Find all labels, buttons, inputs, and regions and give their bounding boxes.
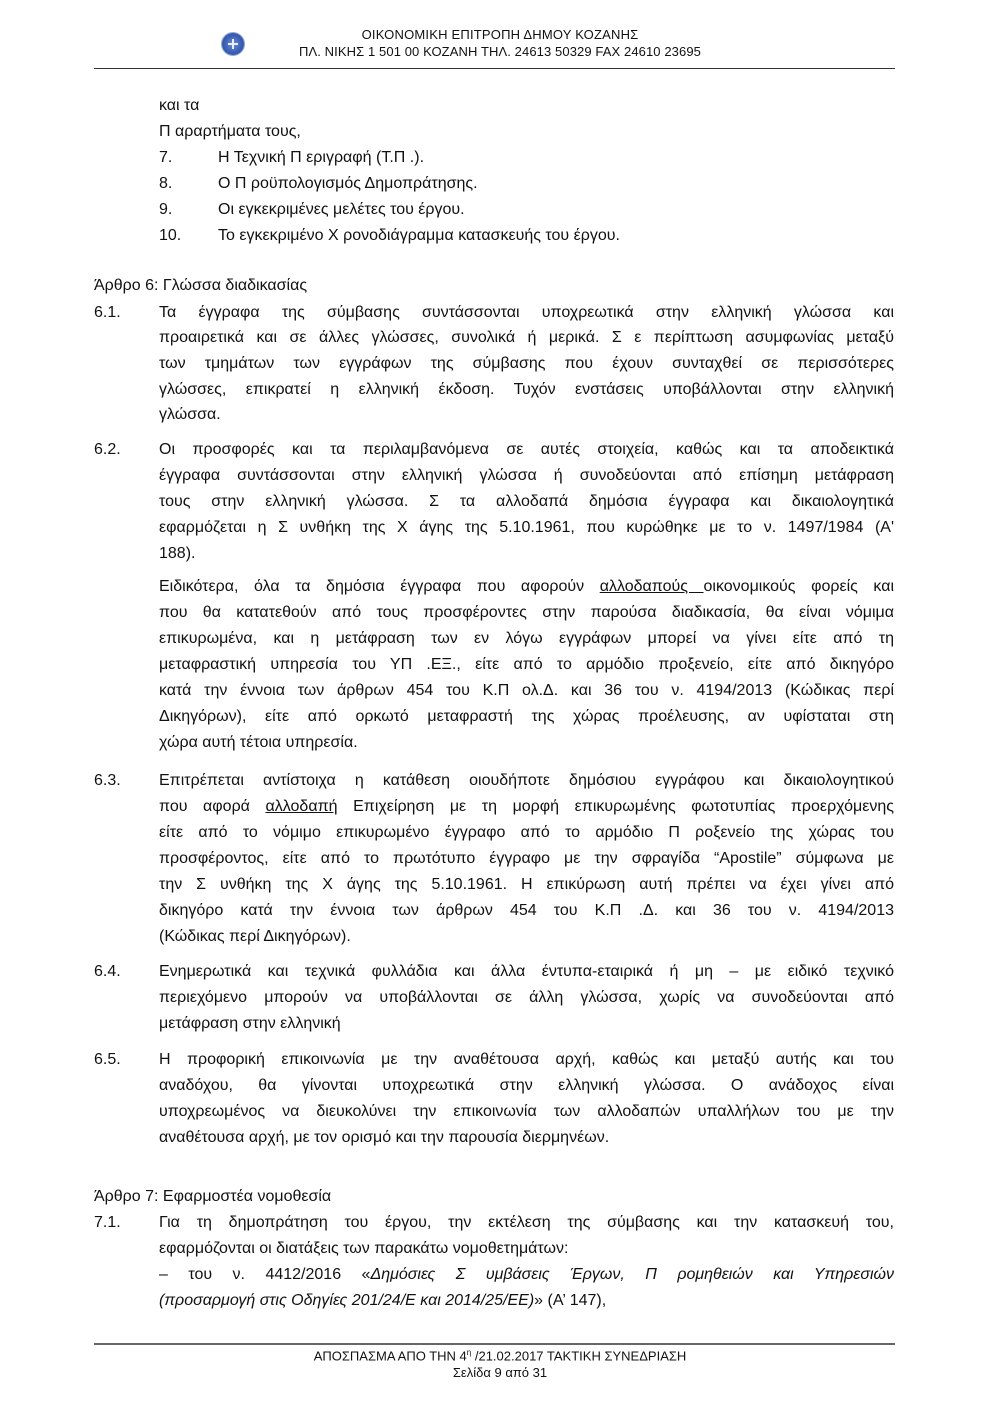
paragraph-line: μεταφραστική υπηρεσία του ΥΠ .ΕΞ., είτε από το αρμόδιο προξενείο, είτε από δικηγόρο <box>159 656 894 673</box>
list-item: Το εγκεκριμένο Χ ρονοδιάγραμμα κατασκευής του έργου. <box>218 227 620 244</box>
paragraph-line: εφαρμόζεται η Σ υνθήκη της Χ άγης της 5.10.1961, που κυρώθηκε με το ν. 1497/1984 (Α' <box>159 519 894 536</box>
paragraph-line: Ειδικότερα, όλα τα δημόσια έγγραφα που αφορούν αλλοδαπούς οικονομικούς φορείς και <box>159 578 895 595</box>
paragraph-line: προαιρετικά και σε άλλες γλώσσες, συνολικά ή μερικά. Σ ε περίπτωση ασυμφωνίας μεταξύ <box>159 329 894 346</box>
list-item: Οι εγκεκριμένες μελέτες του έργου. <box>218 201 465 218</box>
paragraph-line: των τμημάτων των εγγράφων της σύμβασης που έχουν συνταχθεί σε περισσότερες <box>159 355 894 372</box>
paragraph-number: 6.1. <box>94 304 121 321</box>
paragraph-number: 6.5. <box>94 1051 121 1068</box>
paragraph-line: είτε από το νόμιμο επικυρωμένο έγγραφο από το αρμόδιο Π ροξενείο της χώρας του <box>159 824 894 841</box>
paragraph-number: 7.1. <box>94 1214 121 1231</box>
paragraph-number: 6.2. <box>94 441 121 458</box>
paragraph-line: επικυρωμένα, και η μετάφραση των εν λόγω εγγράφων μπορεί να γίνει είτε από τη <box>159 630 894 647</box>
paragraph-line: τους στην ελληνική γλώσσα. Σ τα αλλοδαπά δημόσια έγγραφα και δικαιολογητικά <box>159 493 894 510</box>
paragraph-line: περιεχόμενο μπορούν να υποβάλλονται σε άλλη γλώσσα, χωρίς να συνοδεύονται από <box>159 989 894 1006</box>
underlined-term: αλλοδαπή <box>265 798 338 815</box>
paragraph-line: την Σ υνθήκη της Χ άγης της 5.10.1961. Η επικύρωση αυτή πρέπει να έχει γίνει από <box>159 876 894 893</box>
paragraph-line: χώρα αυτή τέτοια υπηρεσία. <box>159 734 358 751</box>
footer-divider <box>94 1343 895 1345</box>
paragraph-number: 6.3. <box>94 772 121 789</box>
law-citation-line: (προσαρμογή στις Οδηγίες 201/24/Ε και 2014/25/ΕΕ)» (Α’ 147), <box>159 1292 607 1309</box>
header-organization: ΟΙΚΟΝΟΜΙΚΗ ΕΠΙΤΡΟΠΗ ΔΗΜΟΥ ΚΟΖΑΝΗΣ <box>361 27 639 42</box>
paragraph-line: Για τη δημοπράτηση του έργου, την εκτέλεση της σύμβασης και την κατασκευή του, <box>159 1214 894 1231</box>
paragraph-line: Ενημερωτικά και τεχνικά φυλλάδια και άλλα έντυπα-εταιρικά ή μη – με ειδικό τεχνικό <box>159 963 894 980</box>
text-line: Π αραρτήματα τους, <box>159 123 301 140</box>
paragraph-line: γλώσσες, επικρατεί η ελληνική έκδοση. Τυχόν ενστάσεις υποβάλλονται στην ελληνική <box>159 381 894 398</box>
paragraph-line: που αφορά αλλοδαπή Επιχείρηση με τη μορφή επικυρωμένης φωτοτυπίας προερχόμενης <box>159 798 894 815</box>
paragraph-line: αναδόχου, θα γίνονται υποχρεωτικά στην ελληνική γλώσσα. Ο ανάδοχος είναι <box>159 1077 894 1094</box>
paragraph-line: έγγραφα συντάσσονται στην ελληνική γλώσσα ή συνοδεύονται από επίσημη μετάφραση <box>159 467 894 484</box>
list-item-number: 9. <box>159 201 173 218</box>
paragraph-line: προσφέροντος, είτε από το πρωτότυπο έγγραφο με την σφραγίδα “Apostile” σύμφωνα με <box>159 850 894 867</box>
greek-coat-of-arms-icon <box>222 33 244 55</box>
paragraph-line: Δικηγόρων), είτε από ορκωτό μεταφραστή της χώρας προέλευσης, αν υφίσταται στη <box>159 708 894 725</box>
law-title: Δημόσιες Σ υμβάσεις Έργων, Π ρομηθειών και Υπηρεσιών <box>370 1266 895 1283</box>
list-item-number: 7. <box>159 149 173 166</box>
underlined-term: αλλοδαπούς <box>599 578 704 595</box>
paragraph-line: 188). <box>159 545 196 562</box>
paragraph-number: 6.4. <box>94 963 121 980</box>
paragraph-line: υποχρεωμένος να διευκολύνει την επικοινωνία των αλλοδαπών υπαλλήλων του με την <box>159 1103 894 1120</box>
law-subtitle: (προσαρμογή στις Οδηγίες 201/24/Ε και 2014/25/ΕΕ) <box>159 1292 535 1309</box>
paragraph-line: που θα κατατεθούν από τους προσφέροντες στην παρούσα διαδικασία, θα είναι νόμιμα <box>159 604 894 621</box>
list-item-number: 8. <box>159 175 173 192</box>
article-6-heading: Άρθρο 6: Γλώσσα διαδικασίας <box>94 277 308 294</box>
list-item: Η Τεχνική Π εριγραφή (Τ.Π .). <box>218 149 425 166</box>
paragraph-line: εφαρμόζονται οι διατάξεις των παρακάτω νομοθετημάτων: <box>159 1240 569 1257</box>
paragraph-line: Τα έγγραφα της σύμβασης συντάσσονται υποχρεωτικά στην ελληνική γλώσσα και <box>159 304 894 321</box>
text-line: και τα <box>159 97 200 114</box>
article-7-heading: Άρθρο 7: Εφαρμοστέα νομοθεσία <box>94 1188 332 1205</box>
list-item: Ο Π ροϋπολογισμός Δημοπράτησης. <box>218 175 478 192</box>
header-address: ΠΛ. ΝΙΚΗΣ 1 501 00 ΚΟΖΑΝΗ ΤΗΛ. 24613 50329 FAX 24610 23695 <box>298 44 701 59</box>
paragraph-line: δικηγόρο κατά την έννοια των άρθρων 454 του Κ.Π .Δ. και 36 του ν. 4194/2013 <box>159 902 894 919</box>
paragraph-line: Η προφορική επικοινωνία με την αναθέτουσα αρχή, καθώς και μεταξύ αυτής και του <box>159 1051 894 1068</box>
paragraph-line: μετάφραση στην ελληνική <box>159 1015 341 1032</box>
paragraph-line: κατά την έννοια των άρθρων 454 του Κ.Π ολ.Δ. και 36 του ν. 4194/2013 (Κώδικας περί <box>159 682 894 699</box>
law-citation-line: – του ν. 4412/2016 «Δημόσιες Σ υμβάσεις Έργων, Π ρομηθειών και Υπηρεσιών <box>159 1266 895 1283</box>
paragraph-line: Οι προσφορές και τα περιλαμβανόμενα σε αυτές στοιχεία, καθώς και τα αποδεικτικά <box>159 441 894 458</box>
paragraph-line: (Κώδικας περί Δικηγόρων). <box>159 928 351 945</box>
paragraph-line: αναθέτουσα αρχή, με τον ορισμό και την παρουσία διερμηνέων. <box>159 1129 610 1146</box>
paragraph-line: γλώσσα. <box>159 406 221 423</box>
list-item-number: 10. <box>159 227 182 244</box>
header-divider <box>94 68 895 69</box>
page-header <box>0 0 1000 70</box>
page-number: Σελίδα 9 από 31 <box>452 1365 548 1380</box>
footer-session-info: ΑΠΟΣΠΑΣΜΑ ΑΠΟ ΤΗΝ $4^\eta$ /21.02.2017 ΤΑΚΤΙΚΗ ΣΥΝΕΔΡΙΑΣΗ <box>313 1348 687 1364</box>
paragraph-line: Επιτρέπεται αντίστοιχα η κατάθεση οιουδήποτε δημόσιου εγγράφου και δικαιολογητικού <box>159 772 894 789</box>
